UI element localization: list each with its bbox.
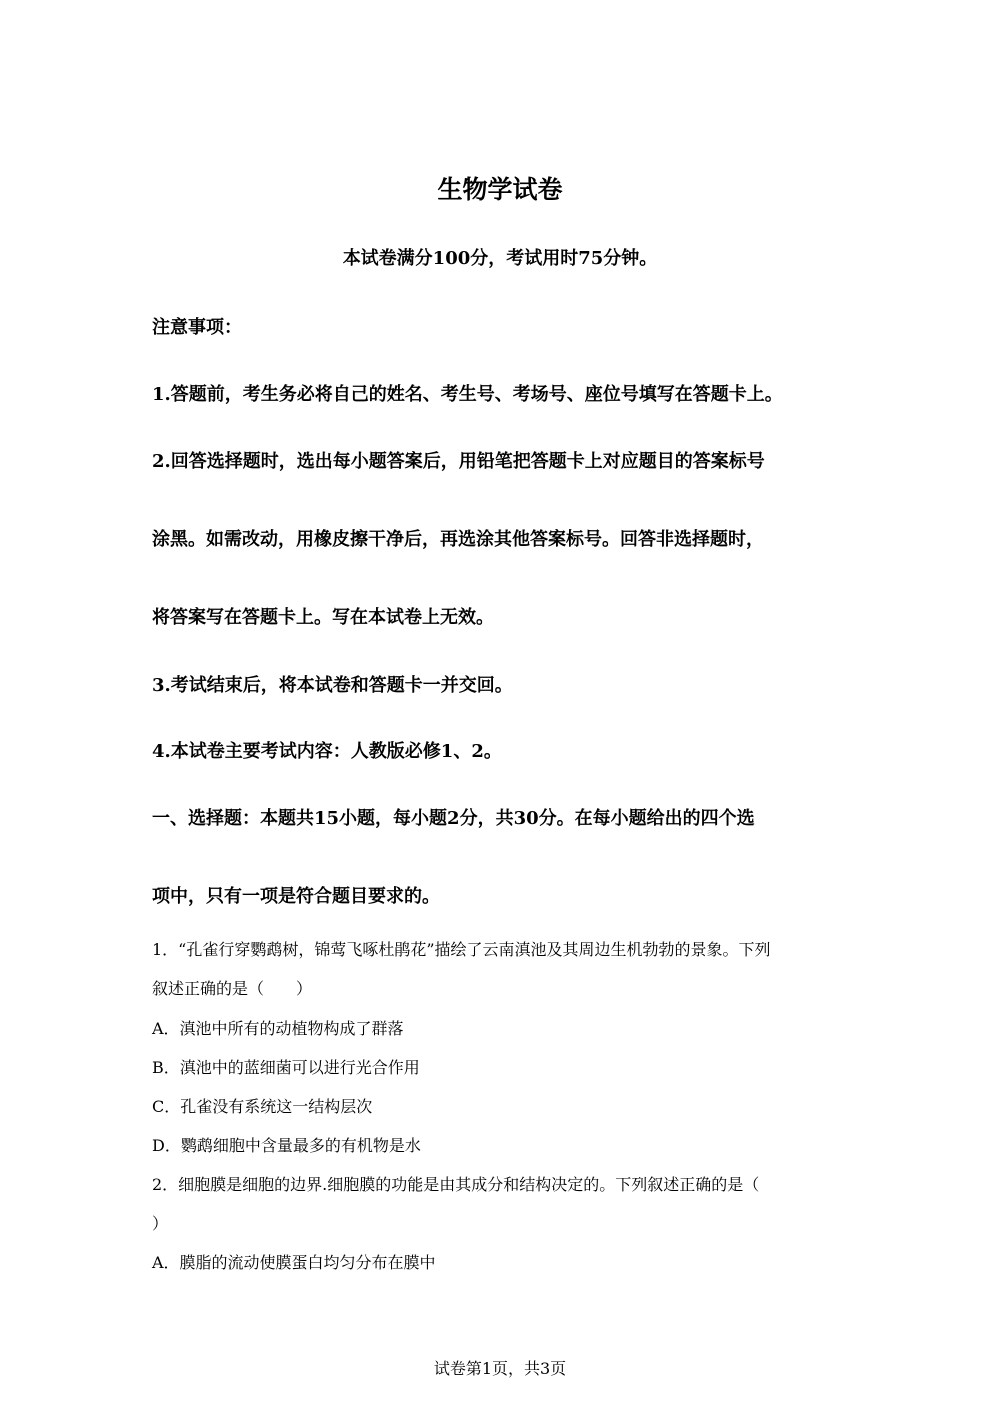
question-1-stem-line-1: 1．“孔雀行穿鹦鹉树，锦莺飞啄杜鹃花”描绘了云南滇池及其周边生机勃勃的景象。下列 [152, 940, 771, 959]
note-item-2-line-2: 涂黑。如需改动，用橡皮擦干净后，再选涂其他答案标号。回答非选择题时， [152, 529, 764, 550]
question-1-option-b: B．滇池中的蓝细菌可以进行光合作用 [152, 1058, 420, 1077]
question-1-option-c: C．孔雀没有系统这一结构层次 [152, 1097, 373, 1116]
section-heading-line-2: 项中，只有一项是符合题目要求的。 [152, 886, 440, 907]
question-2-stem-line-2: ） [152, 1214, 169, 1233]
note-item-1: 1.答题前，考生务必将自己的姓名、考生号、考场号、座位号填写在答题卡上。 [152, 384, 783, 405]
notes-heading: 注意事项： [152, 317, 242, 338]
question-2-stem-line-1: 2．细胞膜是细胞的边界.细胞膜的功能是由其成分和结构决定的。下列叙述正确的是（ [152, 1175, 760, 1194]
note-item-2-line-3: 将答案写在答题卡上。写在本试卷上无效。 [152, 607, 494, 628]
note-item-3: 3.考试结束后，将本试卷和答题卡一并交回。 [152, 675, 513, 696]
question-2-option-a: A．膜脂的流动使膜蛋白均匀分布在膜中 [152, 1253, 436, 1272]
page-title: 生物学试卷 [437, 175, 563, 204]
note-item-2-line-1: 2.回答选择题时，选出每小题答案后，用铅笔把答题卡上对应题目的答案标号 [152, 451, 765, 472]
section-heading-line-1: 一、选择题：本题共15小题，每小题2分，共30分。在每小题给出的四个选 [152, 808, 755, 829]
question-1-option-d: D．鹦鹉细胞中含量最多的有机物是水 [152, 1136, 421, 1155]
question-1-option-a: A．滇池中所有的动植物构成了群落 [152, 1019, 404, 1038]
question-1-stem-line-2: 叙述正确的是（ ） [152, 979, 313, 998]
note-item-4: 4.本试卷主要考试内容：人教版必修1、2。 [152, 741, 502, 762]
exam-subtitle: 本试卷满分100分，考试用时75分钟。 [342, 248, 658, 269]
page-footer: 试卷第1页，共3页 [433, 1359, 567, 1378]
